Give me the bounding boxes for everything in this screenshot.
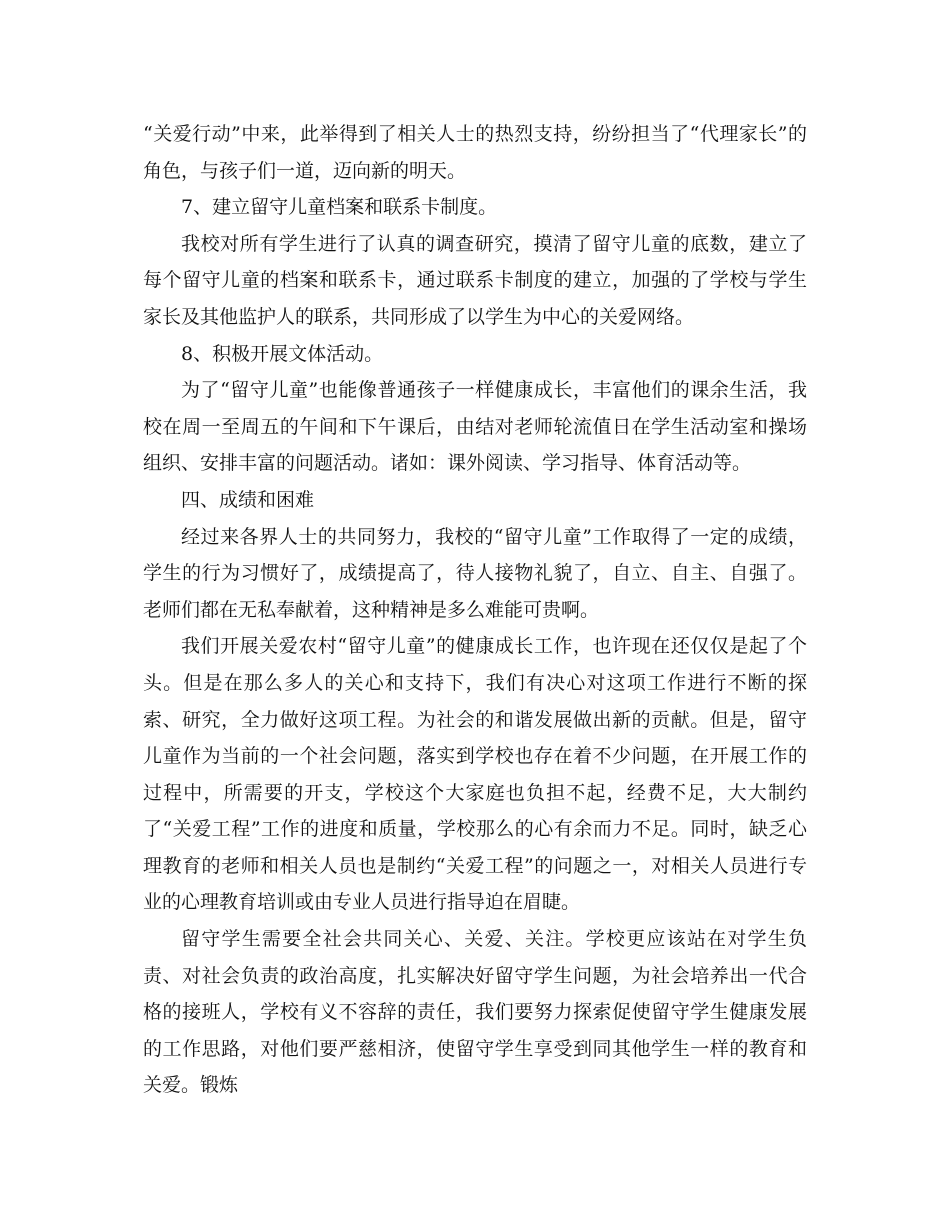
paragraph-archive-cards: 我校对所有学生进行了认真的调查研究，摸清了留守儿童的底数，建立了每个留守儿童的档案和联系卡，通过联系卡制度的建立，加强的了学校与学生家长及其他监护人的联系，共同形成了以学生为中心的关爱网络。 [143, 232, 807, 328]
paragraph-achievements: 经过来各界人士的共同努力，我校的“留守儿童”工作取得了一定的成绩，学生的行为习惯好了，成绩提高了，待人接物礼貌了，自立、自主、自强了。老师们都在无私奉献着，这种精神是多么难能可贵啊。 [143, 525, 807, 621]
section-heading-achievements: 四、成绩和困难 [181, 488, 315, 511]
paragraph-conclusion: 留守学生需要全社会共同关心、关爱、关注。学校更应该站在对学生负责、对社会负责的政治高度，扎实解决好留守学生问题，为社会培养出一代合格的接班人，学校有义不容辞的责任，我们要努力探索促使留守学生健康发展的工作思路，对他们要严慈相济，使留守学生享受到同其他学生一样的教育和关爱。锻炼 [143, 928, 807, 1097]
paragraph-continued-intro: “关爱行动”中来，此举得到了相关人士的热烈支持，纷纷担当了“代理家长”的角色，与孩子们一道，迈向新的明天。 [143, 123, 807, 182]
heading-item-7: 7、建立留守儿童档案和联系卡制度。 [181, 196, 498, 219]
heading-item-8: 8、积极开展文体活动。 [181, 342, 384, 365]
document-body [143, 116, 807, 1104]
paragraph-activities: 为了“留守儿童”也能像普通孩子一样健康成长，丰富他们的课余生活，我校在周一至周五的午间和下午课后，由结对老师轮流值日在学生活动室和操场组织、安排丰富的问题活动。诸如：课外阅读、学习指导、体育活动等。 [143, 379, 807, 475]
paragraph-difficulties: 我们开展关爱农村“留守儿童”的健康成长工作，也许现在还仅仅是起了个头。但是在那么多人的关心和支持下，我们有决心对这项工作进行不断的探索、研究，全力做好这项工程。为社会的和谐发展做出新的贡献。但是，留守儿童作为当前的一个社会问题，落实到学校也存在着不少问题，在开展工作的过程中，所需要的开支，学校这个大家庭也负担不起，经费不足，大大制约了“关爱工程”工作的进度和质量，学校那么的心有余而力不足。同时，缺乏心理教育的老师和相关人员也是制约“关爱工程”的问题之一，对相关人员进行专业的心理教育培训或由专业人员进行指导迫在眉睫。 [143, 635, 807, 914]
